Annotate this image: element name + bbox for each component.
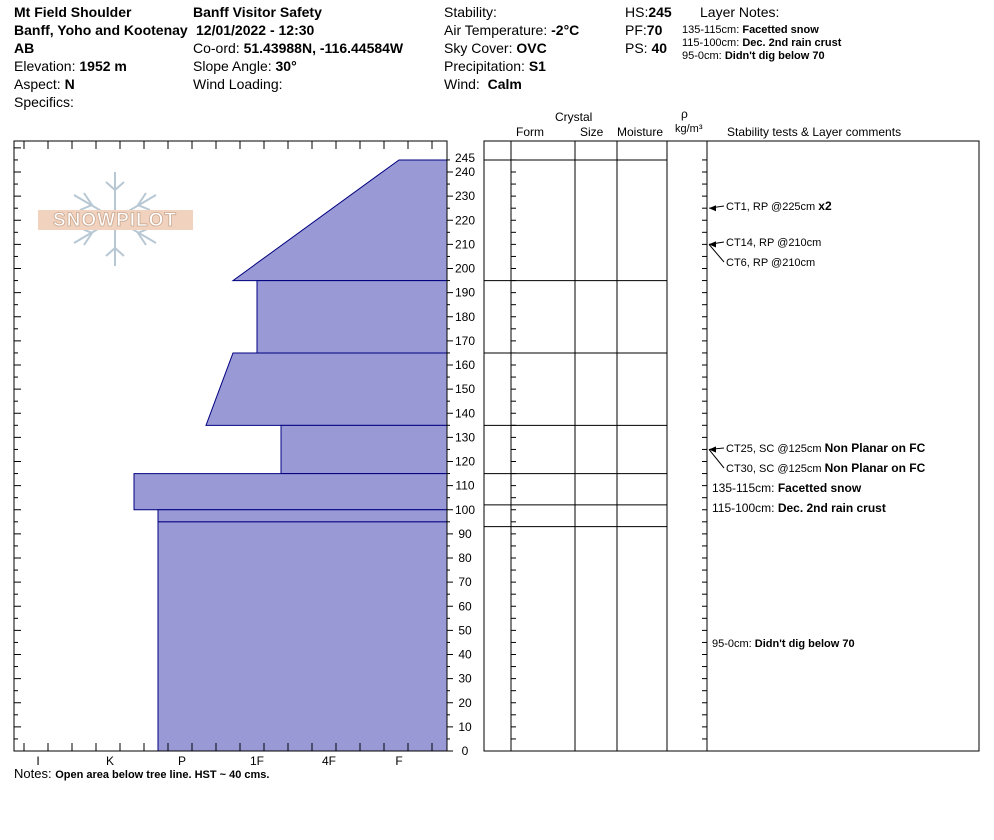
coord-label: Co-ord: <box>193 40 240 56</box>
hardness-tick-label: F <box>395 754 403 768</box>
depth-tick-label: 190 <box>454 285 476 300</box>
depth-tick-label: 230 <box>454 189 476 204</box>
elevation-label: Elevation: <box>14 58 76 74</box>
layer-comment: 135-115cm: Facetted snow <box>712 481 862 495</box>
depth-tick-label: 10 <box>458 719 472 734</box>
depth-tick-label: 0 <box>461 744 469 758</box>
organization: Banff Visitor Safety <box>193 4 322 20</box>
hardness-layer <box>134 474 447 510</box>
test-arrowhead <box>709 446 716 452</box>
specifics-label: Specifics: <box>14 94 74 110</box>
layer-note-text: Didn't dig below 70 <box>724 50 825 62</box>
depth-tick-label: 220 <box>454 213 476 228</box>
layer-note-range: 135-115cm: <box>682 24 740 36</box>
hardness-layer <box>158 522 447 751</box>
hardness-layer <box>158 510 447 522</box>
hardness-tick-label: P <box>177 754 187 768</box>
slope-value: 30° <box>275 58 297 74</box>
sky-label: Sky Cover: <box>444 40 513 56</box>
density-symbol: ρ <box>681 107 688 121</box>
pf-label: PF: <box>625 22 647 38</box>
depth-tick-label: 40 <box>458 647 472 662</box>
depth-tick-label: 80 <box>458 551 472 565</box>
precip-value: S1 <box>528 58 546 74</box>
stability-test-label: CT6, RP @210cm <box>726 257 816 269</box>
density-unit: kg/m³ <box>675 123 703 135</box>
stability-test-note: x2 <box>818 199 832 213</box>
hardness-profile <box>134 160 447 751</box>
notes-label: Notes: <box>14 766 52 781</box>
ps-value: 40 <box>651 40 668 56</box>
wind-label: Wind: <box>444 76 480 92</box>
layer-note-range: 95-0cm: <box>682 50 722 62</box>
sky-value: OVC <box>516 40 547 56</box>
moisture-column-header: Moisture <box>617 125 664 139</box>
wind-loading-label: Wind Loading: <box>193 76 283 92</box>
air-temp-label: Air Temperature: <box>444 22 548 38</box>
comments-column-header: Stability tests & Layer comments <box>727 125 902 139</box>
layer-comment: 115-100cm: Dec. 2nd rain crust <box>712 501 886 515</box>
region-name: Banff, Yoho and Kootenay <box>14 22 188 38</box>
depth-tick-label: 210 <box>454 237 476 252</box>
depth-tick-label: 60 <box>458 599 472 614</box>
province: AB <box>14 40 35 56</box>
coord-value: 51.43988N, -116.44584W <box>243 40 404 56</box>
layer-comment-text: Didn't dig below 70 <box>754 638 855 650</box>
stability-test-note: Non Planar on FC <box>824 461 926 475</box>
hardness-layer <box>206 353 447 425</box>
hardness-layer <box>257 281 447 353</box>
stability-test-note: Non Planar on FC <box>824 441 926 455</box>
depth-tick-label: 160 <box>454 358 476 372</box>
size-column-header: Size <box>580 125 604 139</box>
depth-tick-label: 50 <box>458 623 472 638</box>
form-column-header: Form <box>516 125 544 139</box>
hardness-tick-label: 4F <box>321 754 337 768</box>
stability-test-label: CT14, RP @210cm <box>726 237 822 249</box>
depth-tick-label: 20 <box>458 695 472 710</box>
depth-tick-label: 180 <box>454 309 476 324</box>
depth-tick-label: 110 <box>455 478 475 493</box>
aspect-value: N <box>64 76 75 92</box>
stability-annotations <box>709 199 926 650</box>
precip-label: Precipitation: <box>444 58 525 74</box>
wind-value: Calm <box>487 76 522 92</box>
test-arrowhead <box>709 205 716 211</box>
depth-axis <box>447 141 484 758</box>
air-temp-value: -2°C <box>551 22 580 38</box>
depth-tick-label: 30 <box>458 671 472 686</box>
snowpilot-logo <box>38 172 193 266</box>
layer-note-text: Facetted snow <box>742 24 819 36</box>
stability-test-label: CT25, SC @125cm Non Planar on FC <box>726 441 926 455</box>
depth-tick-label: 70 <box>458 575 472 590</box>
depth-tick-label: 120 <box>454 454 476 469</box>
layer-comment: 95-0cm: Didn't dig below 70 <box>712 638 855 650</box>
depth-tick-label: 170 <box>454 333 476 348</box>
depth-tick-label: 90 <box>458 526 472 541</box>
hardness-tick-label: K <box>105 754 115 768</box>
layer-comment-text: Dec. 2nd rain crust <box>777 501 886 515</box>
test-pointer <box>709 449 724 468</box>
layer-note-range: 115-100cm: <box>682 37 740 49</box>
layer-notes-title: Layer Notes: <box>700 4 780 20</box>
hardness-layer <box>233 160 447 281</box>
stability-test-label: CT1, RP @225cm x2 <box>726 199 832 213</box>
observation-datetime: 12/01/2022 - 12:30 <box>196 22 315 38</box>
depth-tick-label: 100 <box>454 502 476 517</box>
depth-tick-label: 240 <box>454 165 476 179</box>
stability-label: Stability: <box>444 4 497 20</box>
depth-tick-label: 150 <box>454 382 476 397</box>
hardness-layer <box>281 425 447 473</box>
stability-test-label: CT30, SC @125cm Non Planar on FC <box>726 461 926 475</box>
crystal-column-header: Crystal <box>555 110 593 124</box>
depth-tick-label: 140 <box>454 406 476 421</box>
notes-field <box>14 766 269 783</box>
pf-value: 70 <box>646 22 663 38</box>
depth-tick-label: 200 <box>454 261 476 276</box>
layer-comment-text: Facetted snow <box>777 481 862 495</box>
hs-label: HS: <box>625 4 649 20</box>
elevation-value: 1952 m <box>79 58 127 74</box>
hardness-tick-label: 1F <box>249 754 265 768</box>
ps-label: PS: <box>625 40 648 56</box>
test-arrowhead <box>709 241 716 247</box>
notes-text: Open area below tree line. HST ~ 40 cms. <box>55 769 270 781</box>
logo-text: SNOWPILOT <box>52 210 178 231</box>
hardness-tick-label: I <box>36 754 40 768</box>
depth-tick-label: 245 <box>454 150 476 165</box>
aspect-label: Aspect: <box>14 76 61 92</box>
layer-note-text: Dec. 2nd rain crust <box>742 37 842 49</box>
depth-tick-label: 130 <box>454 430 476 445</box>
hs-value: 245 <box>648 4 672 20</box>
slope-label: Slope Angle: <box>193 58 272 74</box>
test-pointer <box>709 244 724 262</box>
location-name: Mt Field Shoulder <box>14 4 132 20</box>
